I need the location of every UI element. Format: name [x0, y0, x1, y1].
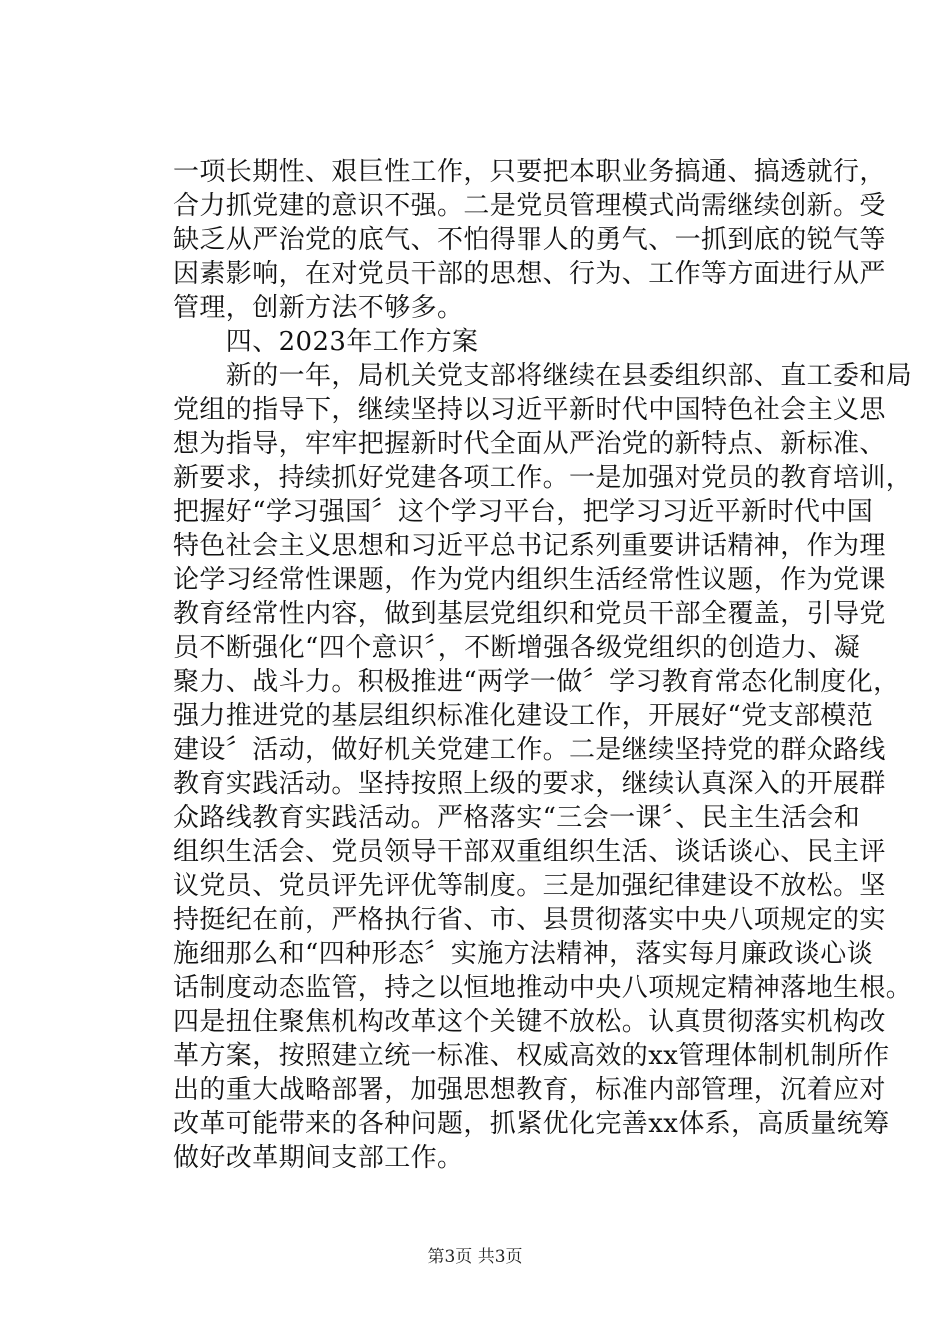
text-line: 员不断强化“四个意识〞，不断增强各级党组织的创造力、凝: [173, 633, 861, 663]
text-line: 革方案，按照建立统一标准、权威高效的xx管理体制机制所作: [173, 1041, 890, 1071]
text-line: 一项长期性、艰巨性工作，只要把本职业务搞通、搞透就行，: [173, 157, 886, 187]
text-line: 施细那么和“四种形态〞实施方法精神，落实每月廉政谈心谈: [173, 939, 874, 969]
text-line: 把握好“学习强国〞这个学习平台，把学习习近平新时代中国: [173, 497, 874, 527]
text-line: 四是扭住聚焦机构改革这个关键不放松。认真贯彻落实机构改: [173, 1007, 886, 1037]
text-line: 强力推进党的基层组织标准化建设工作，开展好“党支部模范: [173, 701, 874, 731]
text-line: 因素影响，在对党员干部的思想、行为、工作等方面进行从严: [173, 259, 886, 289]
text-line: 教育实践活动。坚持按照上级的要求，继续认真深入的开展群: [173, 769, 886, 799]
text-line: 话制度动态监管，持之以恒地推动中央八项规定精神落地生根。: [173, 973, 913, 1003]
text-line: 合力抓党建的意识不强。二是党员管理模式尚需继续创新。受: [173, 191, 886, 221]
page-footer: 第3页 共3页: [427, 1247, 523, 1267]
text-line: 做好改革期间支部工作。: [173, 1143, 464, 1173]
text-line: 新的一年，局机关党支部将继续在县委组织部、直工委和局: [173, 361, 913, 391]
text-line: 缺乏从严治党的底气、不怕得罪人的勇气、一抓到底的锐气等: [173, 225, 886, 255]
text-line: 想为指导，牢牢把握新时代全面从严治党的新特点、新标准、: [173, 429, 886, 459]
text-line: 党组的指导下，继续坚持以习近平新时代中国特色社会主义思: [173, 395, 886, 425]
text-line: 聚力、战斗力。积极推进“两学一做〞学习教育常态化制度化，: [173, 667, 900, 697]
text-line: 改革可能带来的各种问题，抓紧优化完善xx体系，高质量统筹: [173, 1109, 890, 1139]
text-line: 特色社会主义思想和习近平总书记系列重要讲话精神，作为理: [173, 531, 886, 561]
text-line: 论学习经常性课题，作为党内组织生活经常性议题，作为党课: [173, 565, 886, 595]
section-heading: 四、2023年工作方案: [173, 327, 479, 357]
text-line: 持挺纪在前，严格执行省、市、县贯彻落实中央八项规定的实: [173, 905, 886, 935]
text-line: 新要求，持续抓好党建各项工作。一是加强对党员的教育培训，: [173, 463, 913, 493]
text-line: 众路线教育实践活动。严格落实“三会一课〞、民主生活会和: [173, 803, 861, 833]
text-line: 议党员、党员评先评优等制度。三是加强纪律建设不放松。坚: [173, 871, 886, 901]
text-line: 组织生活会、党员领导干部双重组织生活、谈话谈心、民主评: [173, 837, 886, 867]
text-line: 管理，创新方法不够多。: [173, 293, 464, 323]
text-line: 建设〞活动，做好机关党建工作。二是继续坚持党的群众路线: [173, 735, 886, 765]
text-line: 教育经常性内容，做到基层党组织和党员干部全覆盖，引导党: [173, 599, 886, 629]
text-line: 出的重大战略部署，加强思想教育，标准内部管理，沉着应对: [173, 1075, 886, 1105]
